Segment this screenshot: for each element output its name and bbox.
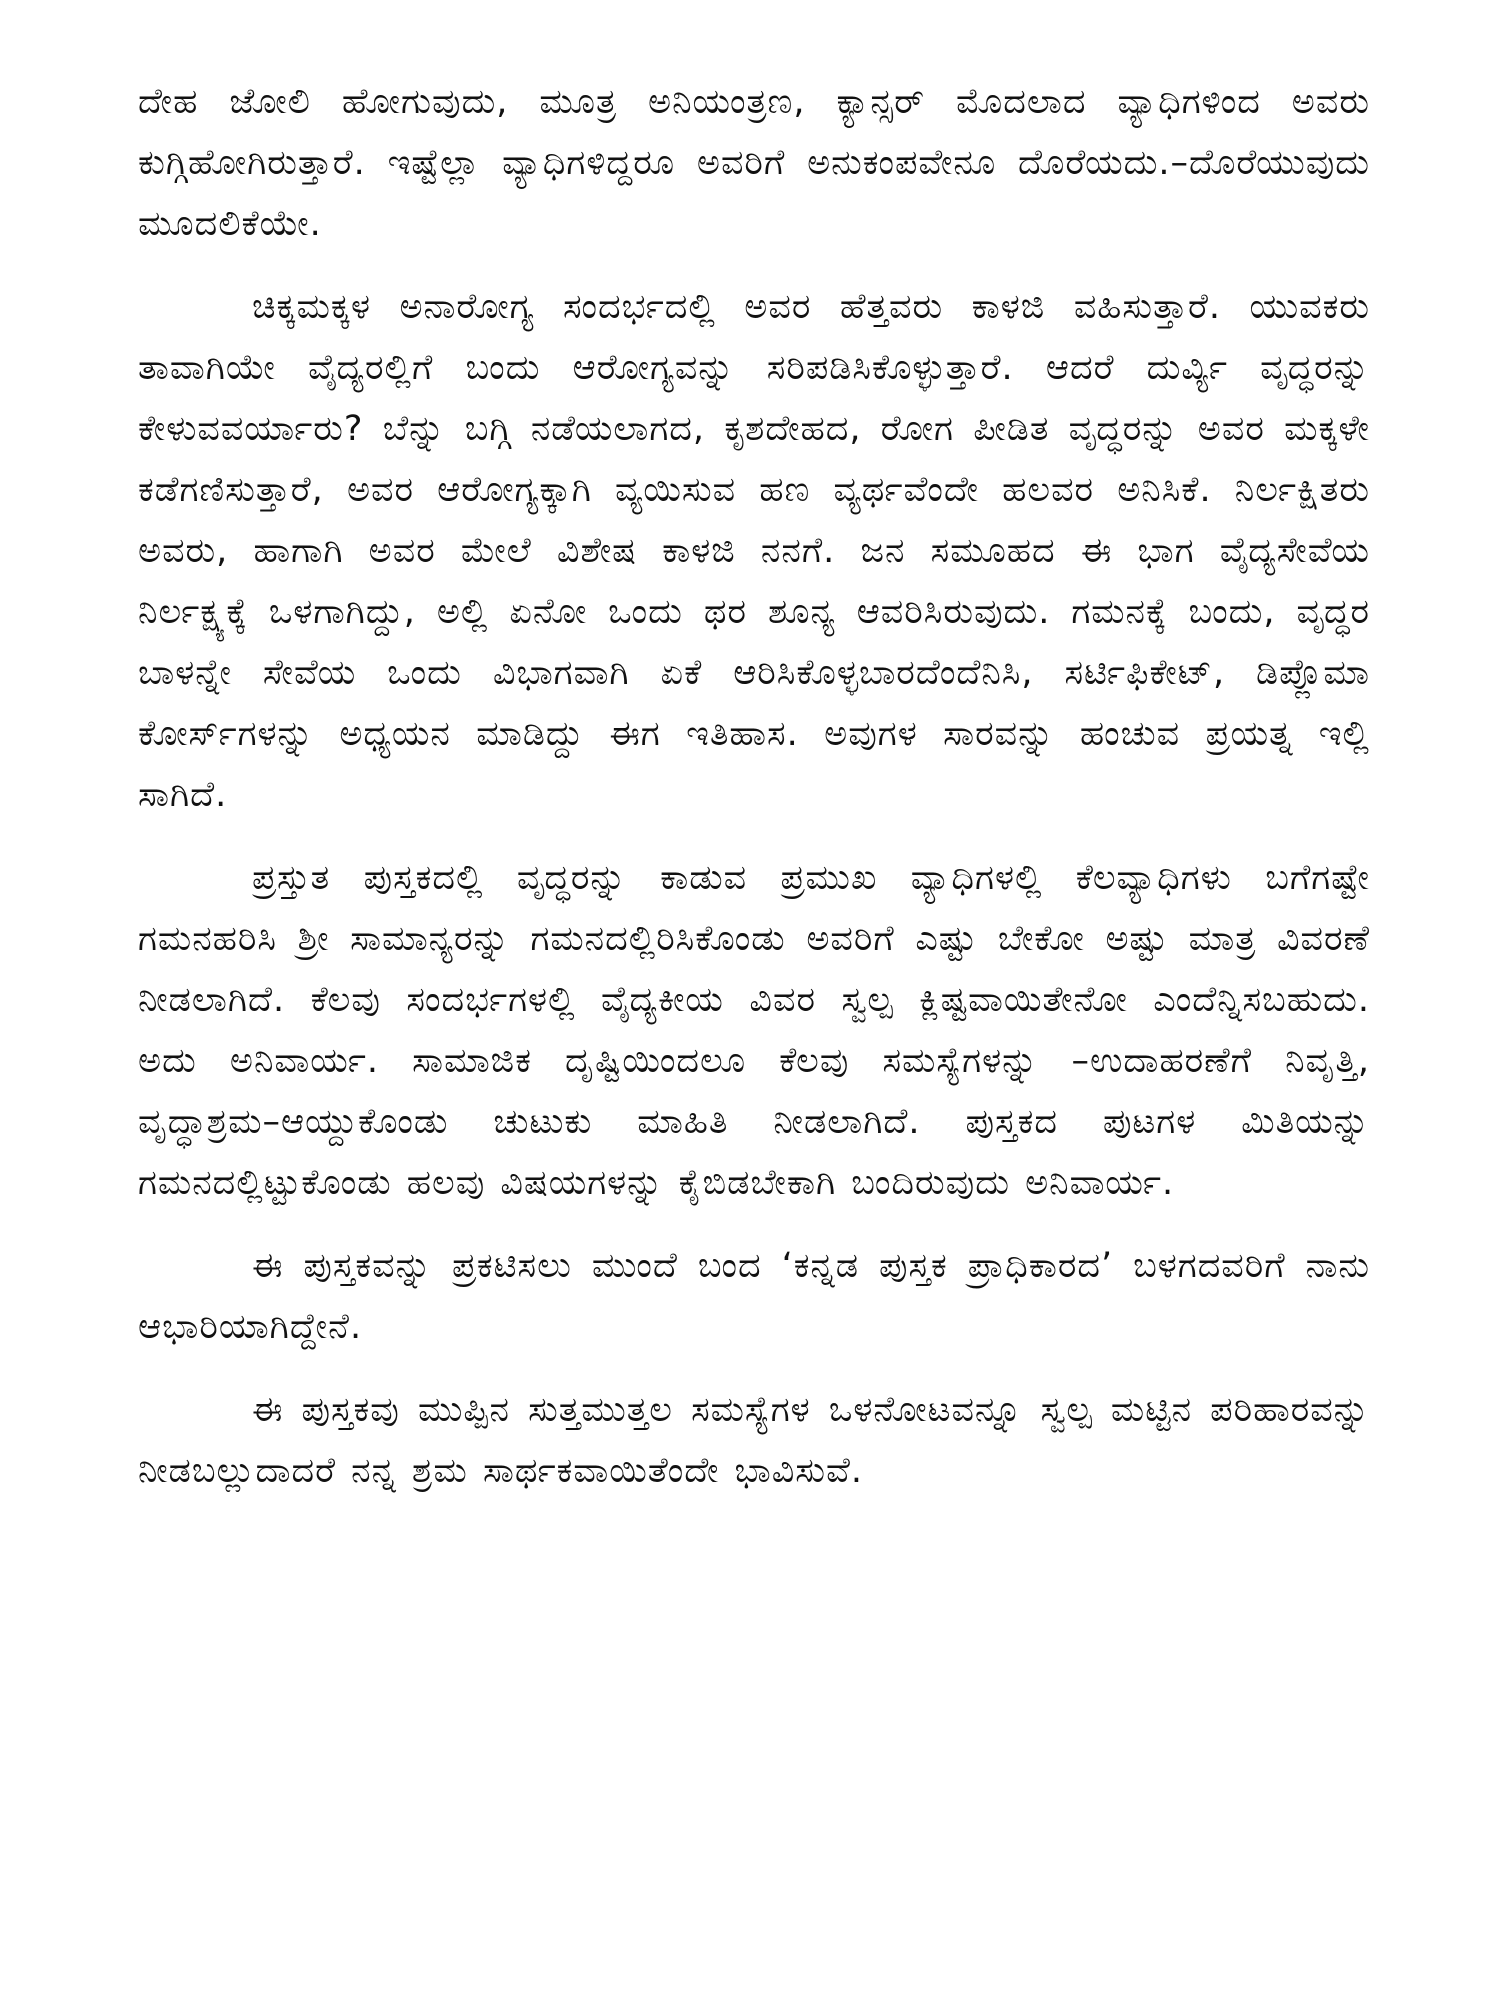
- paragraph-acknowledgement: ಈ ಪುಸ್ತಕವನ್ನು ಪ್ರಕಟಿಸಲು ಮುಂದೆ ಬಂದ ‘ಕನ್ನಡ ಪುಸ್ತಕ ಪ್ರಾಧಿಕಾರದ’ ಬಳಗದವರಿಗೆ ನಾನು ಆಭಾರಿಯಾಗಿದ್ದೇನೆ.: [138, 1246, 1370, 1347]
- paragraph-book-scope: ಪ್ರಸ್ತುತ ಪುಸ್ತಕದಲ್ಲಿ ವೃದ್ಧರನ್ನು ಕಾಡುವ ಪ್ರಮುಖ ವ್ಯಾಧಿಗಳಲ್ಲಿ ಕೆಲವ್ಯಾಧಿಗಳು ಬಗೆಗಷ್ಟೇ ಗಮನಹರಿಸಿ ಶ್ರೀ ಸಾಮಾನ್ಯರನ್ನು ಗಮನದಲ್ಲಿರಿಸಿಕೊಂಡು ಅವರಿಗೆ ಎಷ್ಟು ಬೇಕೋ ಅಷ್ಟು ಮಾತ್ರ ವಿವರಣೆ ನೀಡಲಾಗಿದೆ. ಕೆಲವು ಸಂದರ್ಭಗಳಲ್ಲಿ ವೈದ್ಯಕೀಯ ವಿವರ ಸ್ವಲ್ಪ ಕ್ಲಿಷ್ಟವಾಯಿತೇನೋ ಎಂದೆನ್ನಿಸಬಹುದು. ಅದು ಅನಿವಾರ್ಯ. ಸಾಮಾಜಿಕ ದೃಷ್ಟಿಯಿಂದಲೂ ಕೆಲವು ಸಮಸ್ಯೆಗಳನ್ನು –ಉದಾಹರಣೆಗೆ ನಿವೃತ್ತಿ, ವೃದ್ಧಾಶ್ರಮ–ಆಯ್ದುಕೊಂಡು ಚುಟುಕು ಮಾಹಿತಿ ನೀಡಲಾಗಿದೆ. ಪುಸ್ತಕದ ಪುಟಗಳ ಮಿತಿಯನ್ನು ಗಮನದಲ್ಲಿಟ್ಟುಕೊಂಡು ಹಲವು ವಿಷಯಗಳನ್ನು ಕೈಬಿಡಬೇಕಾಗಿ ಬಂದಿರುವುದು ಅನಿವಾರ್ಯ.: [138, 858, 1370, 1203]
- document-page: [138, 72, 1370, 1502]
- paragraph-elderly-neglect: ಚಿಕ್ಕಮಕ್ಕಳ ಅನಾರೋಗ್ಯ ಸಂದರ್ಭದಲ್ಲಿ ಅವರ ಹೆತ್ತವರು ಕಾಳಜಿ ವಹಿಸುತ್ತಾರೆ. ಯುವಕರು ತಾವಾಗಿಯೇ ವೈದ್ಯರಲ್ಲಿಗೆ ಬಂದು ಆರೋಗ್ಯವನ್ನು ಸರಿಪಡಿಸಿಕೊಳ್ಳುತ್ತಾರೆ. ಆದರೆ ದುರ್ವ್ಯಿ ವೃದ್ಧರನ್ನು ಕೇಳುವವರ್ಯಾರು? ಬೆನ್ನು ಬಗ್ಗಿ ನಡೆಯಲಾಗದ, ಕೃಶದೇಹದ, ರೋಗ ಪೀಡಿತ ವೃದ್ಧರನ್ನು ಅವರ ಮಕ್ಕಳೇ ಕಡೆಗಣಿಸುತ್ತಾರೆ, ಅವರ ಆರೋಗ್ಯಕ್ಕಾಗಿ ವ್ಯಯಿಸುವ ಹಣ ವ್ಯರ್ಥವೆಂದೇ ಹಲವರ ಅನಿಸಿಕೆ. ನಿರ್ಲಕ್ಷಿತರು ಅವರು, ಹಾಗಾಗಿ ಅವರ ಮೇಲೆ ವಿಶೇಷ ಕಾಳಜಿ ನನಗೆ. ಜನ ಸಮೂಹದ ಈ ಭಾಗ ವೈದ್ಯಸೇವೆಯ ನಿರ್ಲಕ್ಷ್ಯಕ್ಕೆ ಒಳಗಾಗಿದ್ದು, ಅಲ್ಲಿ ಏನೋ ಒಂದು ಥರ ಶೂನ್ಯ ಆವರಿಸಿರುವುದು. ಗಮನಕ್ಕೆ ಬಂದು, ವೃದ್ಧರ ಬಾಳನ್ನೇ ಸೇವೆಯ ಒಂದು ವಿಭಾಗವಾಗಿ ಏಕೆ ಆರಿಸಿಕೊಳ್ಳಬಾರದೆಂದೆನಿಸಿ, ಸರ್ಟಿಫಿಕೇಟ್, ಡಿಪ್ಲೊಮಾ ಕೋರ್ಸ್‌ಗಳನ್ನು ಅಧ್ಯಯನ ಮಾಡಿದ್ದು ಈಗ ಇತಿಹಾಸ. ಅವುಗಳ ಸಾರವನ್ನು ಹಂಚುವ ಪ್ರಯತ್ನ ಇಲ್ಲಿ ಸಾಗಿದೆ.: [138, 287, 1370, 815]
- paragraph-continuation: ದೇಹ ಜೋಲಿ ಹೋಗುವುದು, ಮೂತ್ರ ಅನಿಯಂತ್ರಣ, ಕ್ಯಾನ್ಸರ್ ಮೊದಲಾದ ವ್ಯಾಧಿಗಳಿಂದ ಅವರು ಕುಗ್ಗಿಹೋಗಿರುತ್ತಾರೆ. ಇಷ್ಟೆಲ್ಲಾ ವ್ಯಾಧಿಗಳಿದ್ದರೂ ಅವರಿಗೆ ಅನುಕಂಪವೇನೂ ದೊರೆಯದು.–ದೊರೆಯುವುದು ಮೂದಲಿಕೆಯೇ.: [138, 82, 1370, 244]
- paragraph-closing: ಈ ಪುಸ್ತಕವು ಮುಪ್ಪಿನ ಸುತ್ತಮುತ್ತಲ ಸಮಸ್ಯೆಗಳ ಒಳನೋಟವನ್ನೂ ಸ್ವಲ್ಪ ಮಟ್ಟಿನ ಪರಿಹಾರವನ್ನು ನೀಡಬಲ್ಲುದಾದರೆ ನನ್ನ ಶ್ರಮ ಸಾರ್ಥಕವಾಯಿತೆಂದೇ ಭಾವಿಸುವೆ.: [138, 1390, 1370, 1491]
